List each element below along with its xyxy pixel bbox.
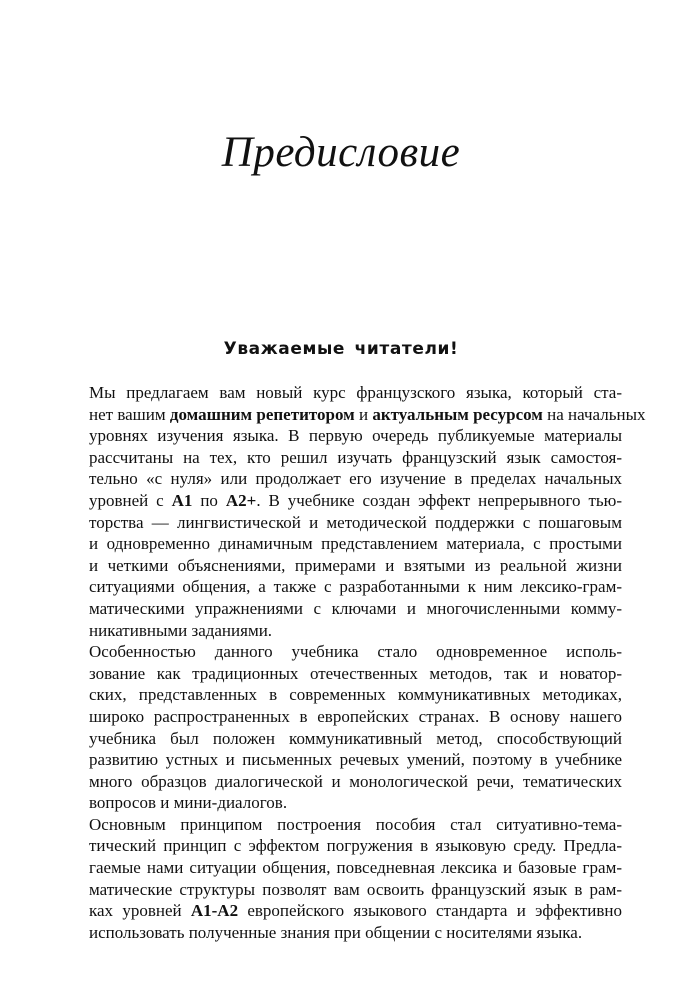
text-line: Мы предлагаем вам новый курс французского языка, который ста- [89, 383, 622, 402]
bold-term: A1-A2 [190, 901, 239, 921]
text-line: никативными заданиями. [89, 620, 273, 640]
bold-term: A2+ [225, 490, 257, 510]
text-line: торства — лингвистической и методической поддержки с пошаговым [89, 512, 622, 532]
text-line: развитию устных и письменных речевых умений, поэтому в учебнике [89, 750, 622, 770]
paragraph [62, 382, 646, 641]
greeting-heading: Уважаемые читатели! [223, 339, 459, 359]
text-line: уровнях изучения языка. В первую очередь публикуемые материалы [89, 426, 622, 446]
text-line: вопросов и мини-диалогов. [89, 793, 288, 813]
text-line: много образцов диалогической и монологической речи, тематических [89, 771, 622, 791]
text-line: Основным принципом построения пособия стал ситуативно-тема- [89, 814, 622, 834]
text-line: рассчитаны на тех, кто решил изучать французский язык самостоя- [89, 447, 622, 467]
text-line: матическими упражнениями с ключами и многочисленными комму- [89, 598, 622, 618]
body-text [62, 382, 646, 943]
text-line: и четкими объяснениями, примерами и взятыми из реальной жизни [89, 555, 622, 575]
text-line: тельно «с нуля» или продолжает его изучение в пределах начальных [89, 469, 622, 489]
text-line: и одновременно динамичным представлением материала, с простыми [89, 534, 622, 554]
paragraph [62, 814, 622, 944]
bold-term: A1 [171, 490, 193, 510]
text-line: ских, представленных в современных коммуникативных методиках, [89, 685, 622, 705]
text-line: учебника был положен коммуникативный метод, способствующий [89, 728, 622, 748]
text-line: ситуациями общения, а также с разработанными к ним лексико-грам- [89, 577, 622, 597]
text-line: широко распространенных в европейских странах. В основу нашего [89, 706, 622, 726]
text-line: тический принцип с эффектом погружения в языковую среду. Предла- [89, 836, 622, 856]
text-line: матические структуры позволят вам освоить французский язык в рам- [89, 879, 622, 899]
chapter-title: Предисловие [221, 129, 461, 176]
text-line: уровней с A1 по A2+. В учебнике создан эффект непрерывного тью- [89, 490, 622, 510]
text-line: нет вашим домашним репетитором и актуальным ресурсом на начальных [89, 404, 646, 424]
bold-term: актуальным ресурсом [372, 404, 543, 424]
text-line: ках уровней A1-A2 европейского языкового стандарта и эффективно [89, 901, 622, 921]
text-line: использовать полученные знания при общении с носителями языка. [89, 922, 583, 942]
text-line: гаемые нами ситуации общения, повседневная лексика и базовые грам- [89, 858, 622, 878]
text-line: Особенностью данного учебника стало одновременное исполь- [89, 642, 622, 662]
bold-term: домашним репетитором [169, 404, 355, 424]
paragraph [62, 641, 622, 814]
text-line: зование как традиционных отечественных методов, так и новатор- [89, 663, 622, 683]
